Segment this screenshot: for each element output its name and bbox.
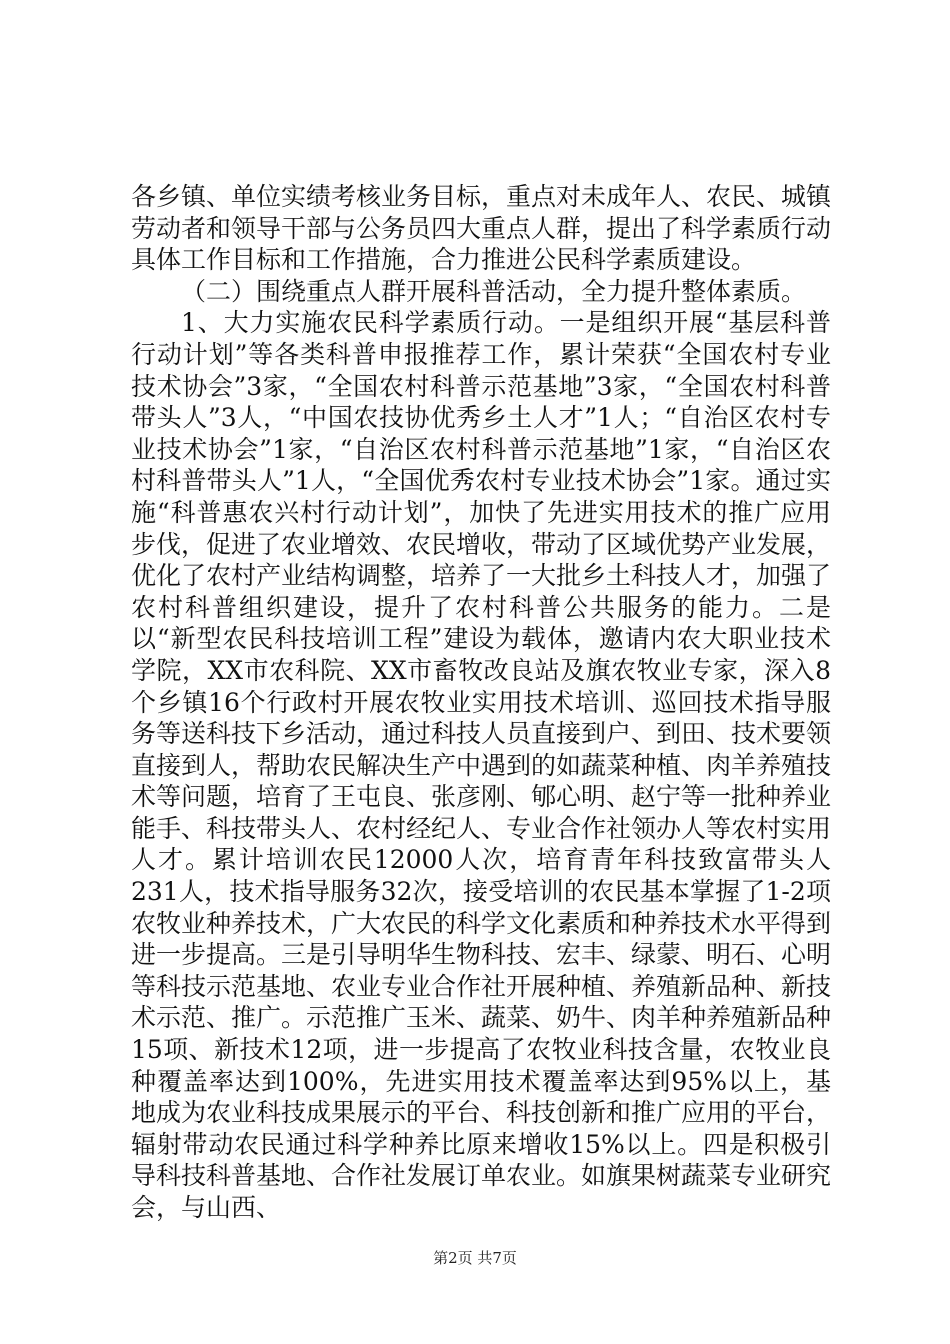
paragraph-farmer-action: 1、大力实施农民科学素质行动。一是组织开展“基层科普行动计划”等各类科普申报推荐工作，累计荣获“全国农村专业技术协会”3家，“全国农村科普示范基地”3家，“全国农村科普带头人”3人，“中国农技协优秀乡土人才”1人；“自治区农村专业技术协会”1家，“自治区农村科普示范基地”1家，“自治区农村科普带头人”1人，“全国优秀农村专业技术协会”1家。通过实施“科普惠农兴村行动计划”，加快了先进实用技术的推广应用步伐，促进了农业增效、农民增收，带动了区域优势产业发展，优化了农村产业结构调整，培养了一大批乡土科技人才，加强了农村科普组织建设，提升了农村科普公共服务的能力。二是以“新型农民科技培训工程”建设为载体，邀请内农大职业技术学院，XX市农科院、XX市畜牧改良站及旗农牧业专家，深入8个乡镇16个行政村开展农牧业实用技术培训、巡回技术指导服务等送科技下乡活动，通过科技人员直接到户、到田、技术要领直接到人，帮助农民解决生产中遇到的如蔬菜种植、肉羊养殖技术等问题，培育了王屯良、张彦刚、郇心明、赵宁等一批种养业能手、科技带头人、农村经纪人、专业合作社领办人等农村实用人才。累计培训农民12000人次，培育青年科技致富带头人231人，技术指导服务32次，接受培训的农民基本掌握了1-2项农牧业种养技术，广大农民的科学文化素质和种养技术水平得到进一步提高。三是引导明华生物科技、宏丰、绿蒙、明石、心明等科技示范基地、农业专业合作社开展种植、养殖新品种、新技术示范、推广。示范推广玉米、蔬菜、奶牛、肉羊种养殖新品种15项、新技术12项，进一步提高了农牧业科技含量，农牧业良种覆盖率达到100%，先进实用技术覆盖率达到95%以上，基地成为农业科技成果展示的平台、科技创新和推广应用的平台，辐射带动农民通过科学种养比原来增收15%以上。四是积极引导科技科普基地、合作社发展订单农业。如旗果树蔬菜专业研究会，与山西、	[131, 308, 832, 1222]
paragraph-continuation: 各乡镇、单位实绩考核业务目标，重点对未成年人、农民、城镇劳动者和领导干部与公务员四大重点人群，提出了科学素质行动具体工作目标和工作措施，合力推进公民科学素质建设。	[131, 182, 832, 275]
body-text	[131, 181, 831, 1224]
paragraph-section-heading: （二）围绕重点人群开展科普活动，全力提升整体素质。	[181, 276, 807, 306]
page-number-footer: 第2页 共7页	[433, 1249, 517, 1267]
